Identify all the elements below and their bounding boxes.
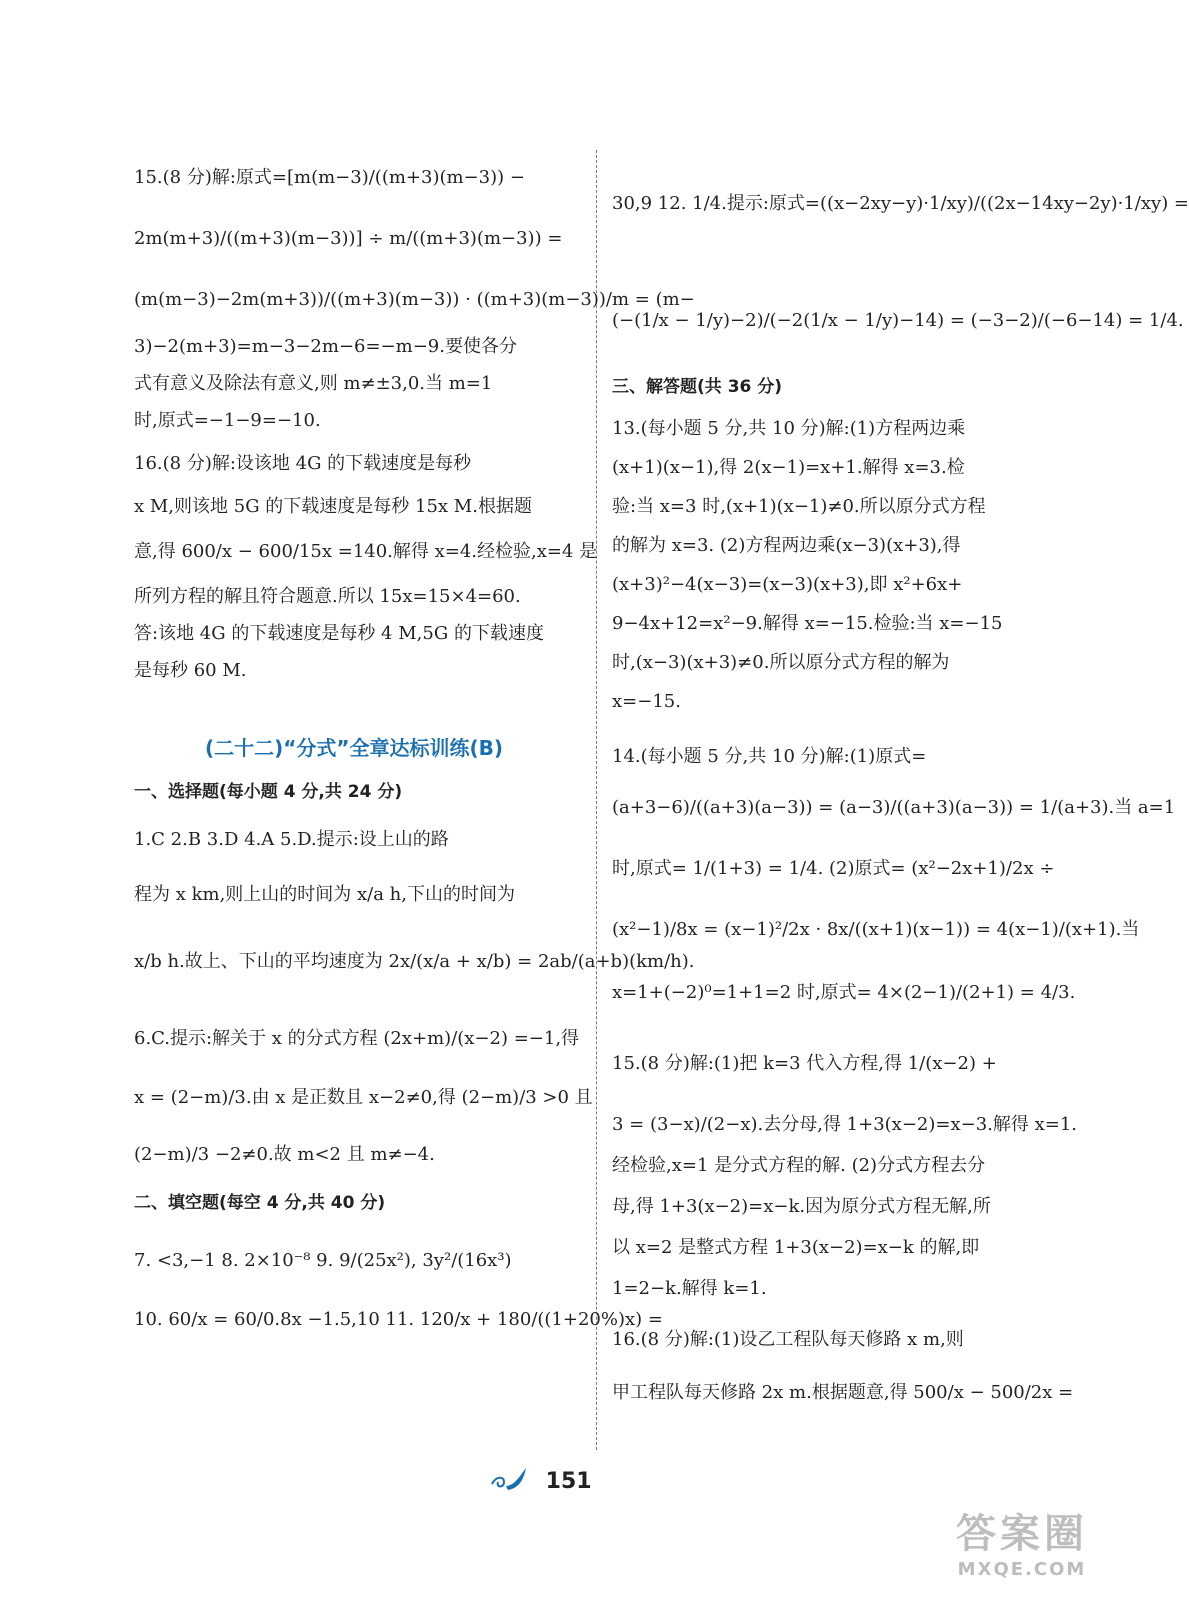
part3-heading: 三、解答题(共 36 分) xyxy=(612,377,783,397)
text-line: (2−m)/3 −2≠0.故 m<2 且 m≠−4. xyxy=(134,1144,435,1165)
section-title: (二十二)“分式”全章达标训练(B) xyxy=(204,736,504,760)
column-divider xyxy=(596,150,597,1450)
text-line: x = (2−m)/3.由 x 是正数且 x−2≠0,得 (2−m)/3 >0 且 xyxy=(134,1087,593,1108)
text-line: 式有意义及除法有意义,则 m≠±3,0.当 m=1 xyxy=(134,373,493,394)
text-line: 15.(8 分)解:原式=[m(m−3)/((m+3)(m−3)) − xyxy=(134,167,525,188)
swirl-logo-icon xyxy=(490,1466,532,1498)
page-number: 151 xyxy=(545,1469,592,1494)
text-line: (x+3)²−4(x−3)=(x−3)(x+3),即 x²+6x+ xyxy=(612,574,963,595)
text-line: 程为 x km,则上山的时间为 x/a h,下山的时间为 xyxy=(134,884,515,905)
text-line: 30,9 12. 1/4.提示:原式=((x−2xy−y)·1/xy)/((2x−14xy−2y)·1/xy) = xyxy=(612,193,1189,214)
watermark xyxy=(956,1502,1088,1580)
text-line: x/b h.故上、下山的平均速度为 2x/(x/a + x/b) = 2ab/(a+b)(km/h). xyxy=(134,951,695,972)
watermark-en: MXQE.COM xyxy=(957,1559,1087,1580)
text-line: 母,得 1+3(x−2)=x−k.因为原分式方程无解,所 xyxy=(612,1196,991,1217)
watermark-cn: 答案圈 xyxy=(956,1511,1088,1557)
right-column xyxy=(612,150,1189,1406)
text-line: (x+1)(x−1),得 2(x−1)=x+1.解得 x=3.检 xyxy=(612,457,965,478)
text-line: 9−4x+12=x²−9.解得 x=−15.检验:当 x=−15 xyxy=(612,613,1003,634)
part2-heading: 二、填空题(每空 4 分,共 40 分) xyxy=(134,1193,386,1213)
text-line: (a+3−6)/((a+3)(a−3)) = (a−3)/((a+3)(a−3)) = 1/(a+3).当 a=1 xyxy=(612,797,1176,818)
text-line: 意,得 600/x − 600/15x =140.解得 x=4.经检验,x=4 是 xyxy=(134,541,598,562)
text-line: 的解为 x=3. (2)方程两边乘(x−3)(x+3),得 xyxy=(612,535,961,556)
text-line: 时,原式= 1/(1+3) = 1/4. (2)原式= (x²−2x+1)/2x ÷ xyxy=(612,858,1055,879)
text-line: 所列方程的解且符合题意.所以 15x=15×4=60. xyxy=(134,586,521,607)
text-line: 验:当 x=3 时,(x+1)(x−1)≠0.所以原分式方程 xyxy=(612,496,986,517)
text-line: 1=2−k.解得 k=1. xyxy=(612,1278,767,1299)
text-line: 以 x=2 是整式方程 1+3(x−2)=x−k 的解,即 xyxy=(612,1237,980,1258)
page-footer xyxy=(490,1466,592,1498)
text-line: 13.(每小题 5 分,共 10 分)解:(1)方程两边乘 xyxy=(612,418,966,439)
text-line: 14.(每小题 5 分,共 10 分)解:(1)原式= xyxy=(612,746,927,767)
text-line: (x²−1)/8x = (x−1)²/2x · 8x/((x+1)(x−1)) = 4(x−1)/(x+1).当 xyxy=(612,919,1140,940)
text-line: 10. 60/x = 60/0.8x −1.5,10 11. 120/x + 180/((1+20%)x) = xyxy=(134,1309,663,1330)
text-line: 时,原式=−1−9=−10. xyxy=(134,410,321,431)
text-line: 经检验,x=1 是分式方程的解. (2)分式方程去分 xyxy=(612,1155,986,1176)
text-line: x=1+(−2)⁰=1+1=2 时,原式= 4×(2−1)/(2+1) = 4/3. xyxy=(612,982,1076,1003)
text-line: x=−15. xyxy=(612,691,681,712)
text-line: 15.(8 分)解:(1)把 k=3 代入方程,得 1/(x−2) + xyxy=(612,1053,997,1074)
text-line: 7. <3,−1 8. 2×10⁻⁸ 9. 9/(25x²), 3y²/(16x³) xyxy=(134,1250,512,1271)
text-line: 1.C 2.B 3.D 4.A 5.D.提示:设上山的路 xyxy=(134,829,449,850)
text-line: 16.(8 分)解:(1)设乙工程队每天修路 x m,则 xyxy=(612,1329,964,1350)
text-line: 16.(8 分)解:设该地 4G 的下载速度是每秒 xyxy=(134,453,472,474)
text-line: 是每秒 60 M. xyxy=(134,660,247,681)
text-line: 时,(x−3)(x+3)≠0.所以原分式方程的解为 xyxy=(612,652,950,673)
part1-heading: 一、选择题(每小题 4 分,共 24 分) xyxy=(134,782,403,802)
text-line: 3)−2(m+3)=m−3−2m−6=−m−9.要使各分 xyxy=(134,336,517,357)
text-line: 6.C.提示:解关于 x 的分式方程 (2x+m)/(x−2) =−1,得 xyxy=(134,1028,580,1049)
text-line: (m(m−3)−2m(m+3))/((m+3)(m−3)) · ((m+3)(m−3))/m = (m− xyxy=(134,289,695,310)
text-line: 3 = (3−x)/(2−x).去分母,得 1+3(x−2)=x−3.解得 x=1. xyxy=(612,1114,1078,1135)
text-line: 2m(m+3)/((m+3)(m−3))] ÷ m/((m+3)(m−3)) = xyxy=(134,228,563,249)
text-line: (−(1/x − 1/y)−2)/(−2(1/x − 1/y)−14) = (−3−2)/(−6−14) = 1/4. xyxy=(612,310,1184,331)
text-line: x M,则该地 5G 的下载速度是每秒 15x M.根据题 xyxy=(134,496,532,517)
text-line: 答:该地 4G 的下载速度是每秒 4 M,5G 的下载速度 xyxy=(134,623,544,644)
text-line: 甲工程队每天修路 2x m.根据题意,得 500/x − 500/2x = xyxy=(612,1382,1074,1403)
